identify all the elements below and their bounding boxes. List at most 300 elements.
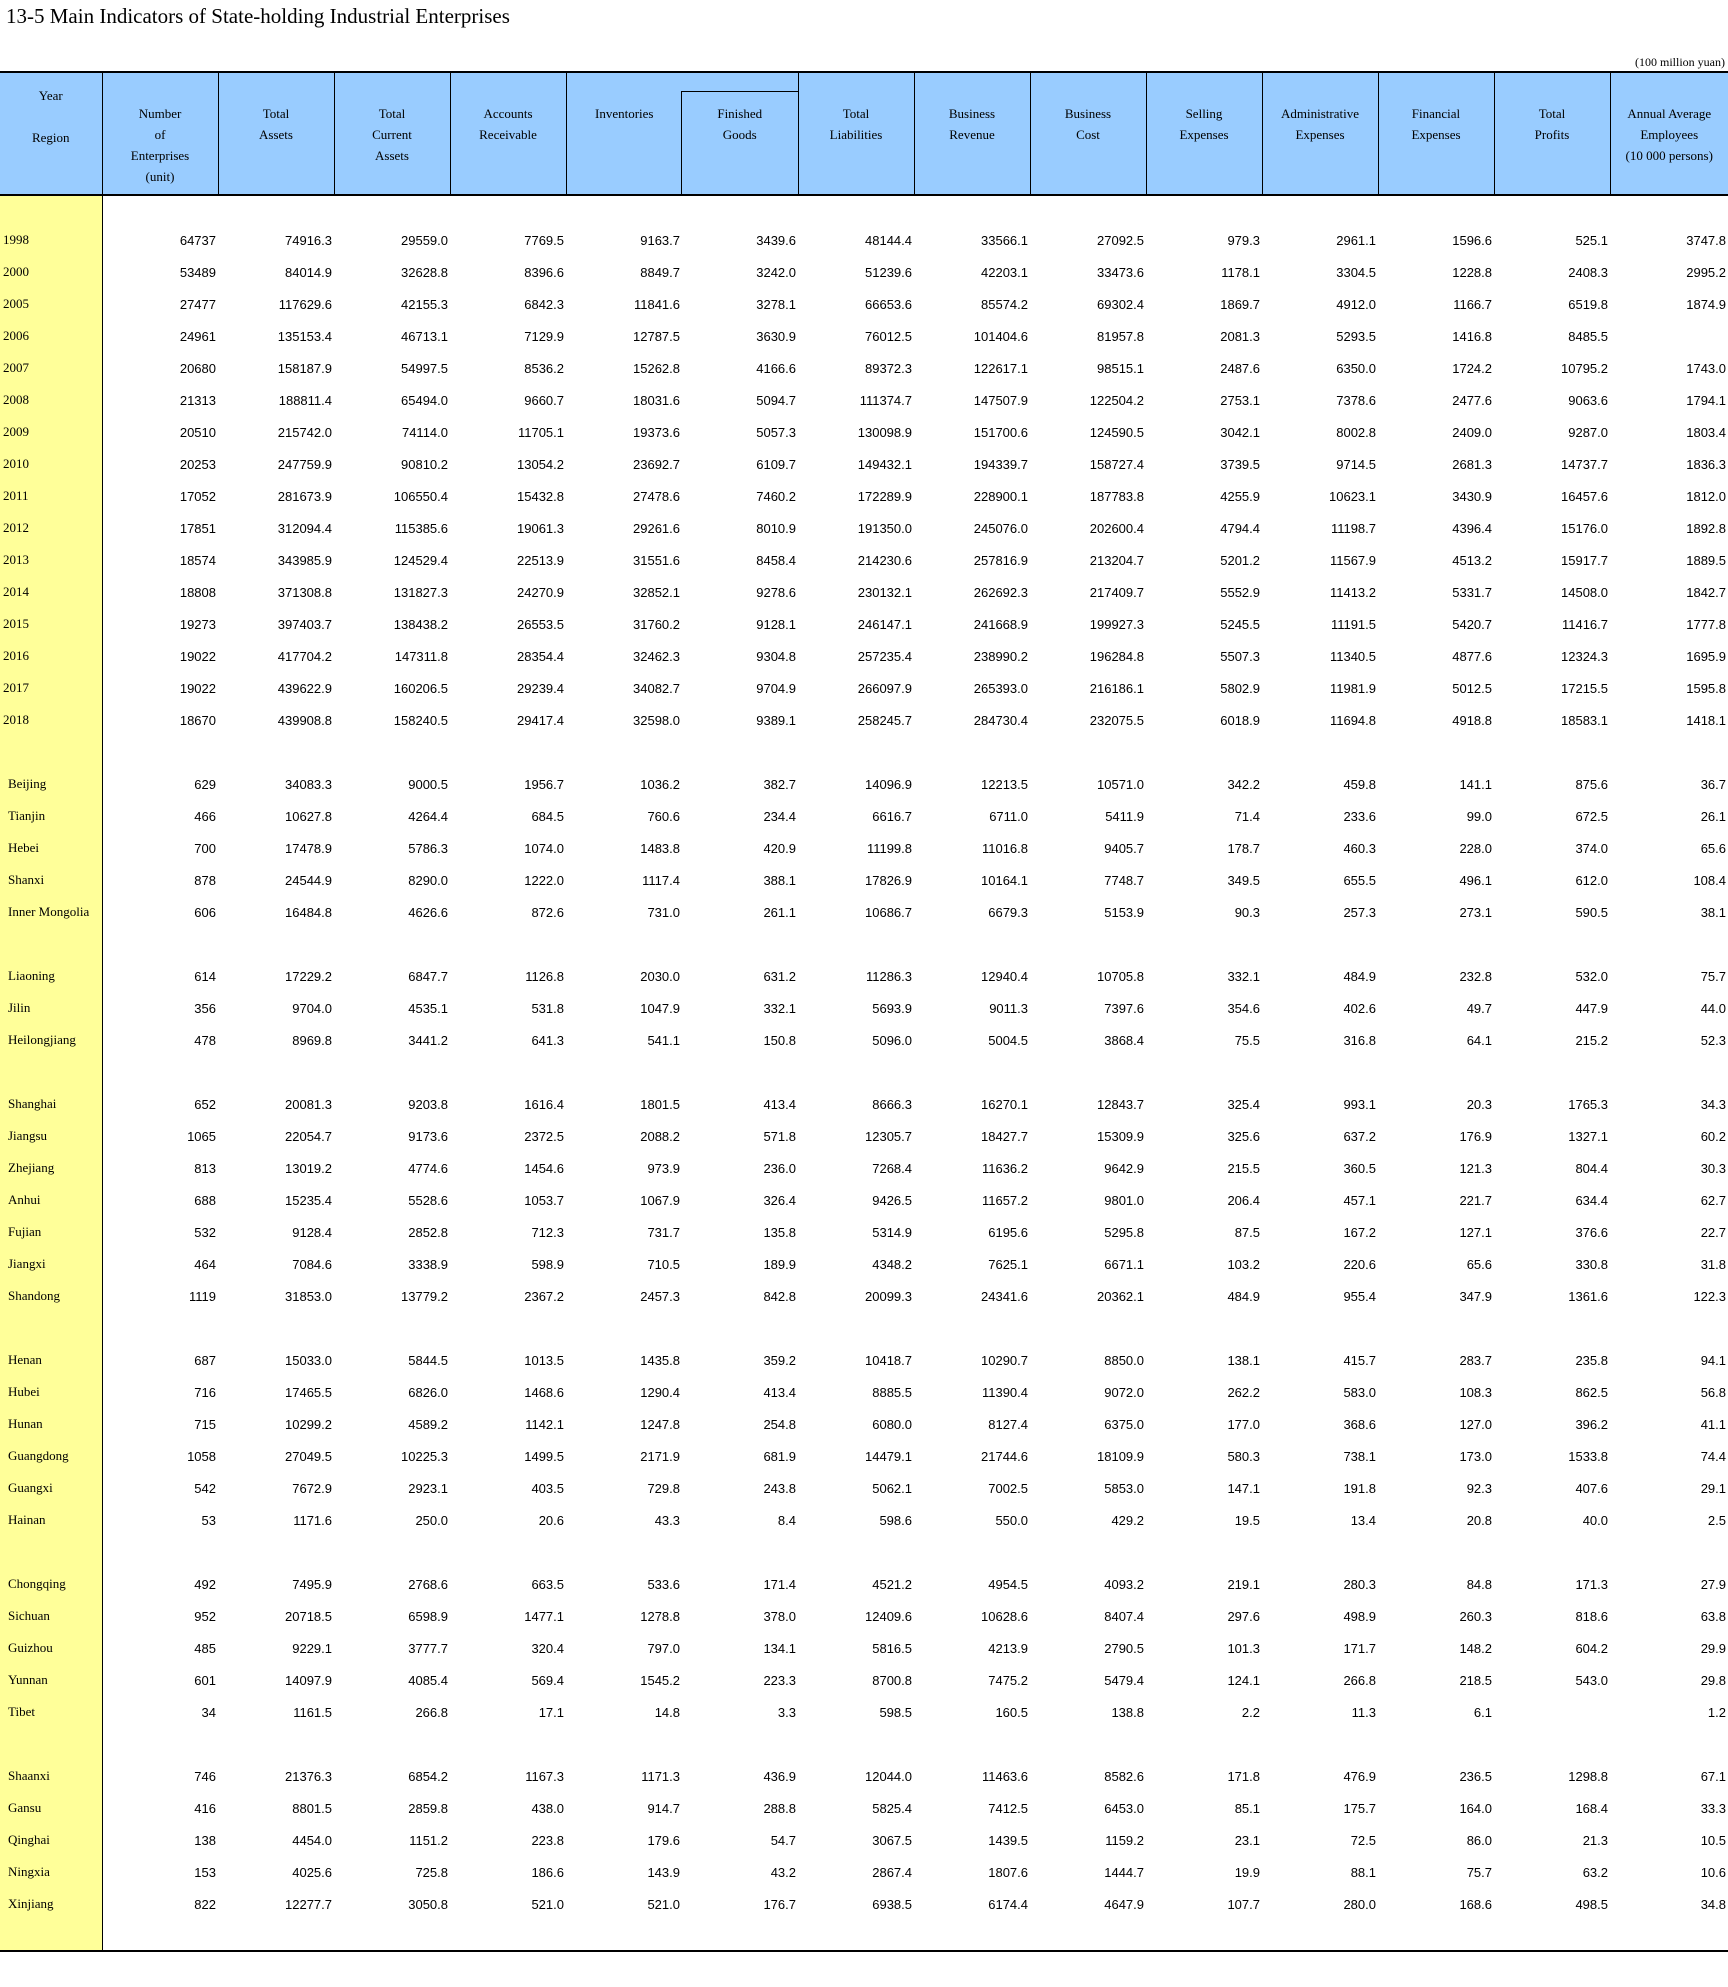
table-cell: 17052 xyxy=(179,488,216,504)
region-row xyxy=(0,960,1728,992)
table-cell: 5314.9 xyxy=(872,1224,912,1240)
table-cell: 731.0 xyxy=(647,904,680,920)
region-row xyxy=(0,1280,1728,1312)
table-cell: 326.4 xyxy=(763,1192,796,1208)
table-cell: 236.0 xyxy=(763,1160,796,1176)
table-cell: 46713.1 xyxy=(401,328,448,344)
table-cell: 75.5 xyxy=(1234,1032,1260,1048)
table-cell: 8485.5 xyxy=(1568,328,1608,344)
table-cell: 498.5 xyxy=(1575,1896,1608,1912)
table-cell: 147.1 xyxy=(1227,1480,1260,1496)
table-cell: 550.0 xyxy=(995,1512,1028,1528)
table-cell: 332.1 xyxy=(763,1000,796,1016)
table-cell: 11705.1 xyxy=(517,424,564,440)
table-cell: 11198.7 xyxy=(1330,520,1376,536)
table-cell: 496.1 xyxy=(1459,872,1492,888)
table-cell: 12213.5 xyxy=(981,776,1028,792)
table-cell: 11416.7 xyxy=(1561,616,1608,632)
table-cell: 14508.0 xyxy=(1561,584,1608,600)
table-cell: 12305.7 xyxy=(865,1128,912,1144)
table-cell: 914.7 xyxy=(647,1800,680,1816)
table-cell: 24961 xyxy=(179,328,216,344)
table-cell: 5094.7 xyxy=(756,392,796,408)
table-cell: 598.5 xyxy=(879,1704,912,1720)
table-cell: 3304.5 xyxy=(1336,264,1376,280)
table-cell: 1298.8 xyxy=(1568,1768,1608,1784)
table-cell: 1444.7 xyxy=(1104,1864,1144,1880)
table-cell: 416 xyxy=(194,1800,216,1816)
table-cell: 147507.9 xyxy=(973,392,1028,408)
table-cell: 460.3 xyxy=(1343,840,1376,856)
table-cell: 466 xyxy=(194,808,216,824)
table-cell: 90.3 xyxy=(1234,904,1260,920)
table-cell: 6842.3 xyxy=(524,296,564,312)
table-cell: 10795.2 xyxy=(1561,360,1608,376)
region-row xyxy=(0,1024,1728,1056)
table-cell: 67.1 xyxy=(1700,1768,1726,1784)
table-cell: 246147.1 xyxy=(857,616,912,632)
column-header-0 xyxy=(0,72,102,195)
table-cell: 9704.0 xyxy=(292,1000,332,1016)
table-cell: 1695.9 xyxy=(1686,648,1726,664)
table-cell: 65.6 xyxy=(1700,840,1726,856)
table-cell: 371308.8 xyxy=(277,584,332,600)
year-label: 2010 xyxy=(0,448,102,480)
table-cell: 3747.8 xyxy=(1686,232,1726,248)
table-cell: 6616.7 xyxy=(872,808,912,824)
column-header-label: Inventories xyxy=(595,106,654,121)
table-cell: 862.5 xyxy=(1575,1384,1608,1400)
table-cell: 476.9 xyxy=(1343,1768,1376,1784)
statistics-table-container xyxy=(0,71,1728,1952)
table-cell: 20099.3 xyxy=(865,1288,912,1304)
table-cell: 124590.5 xyxy=(1089,424,1144,440)
table-cell: 171.4 xyxy=(763,1576,796,1592)
table-cell: 1439.5 xyxy=(988,1832,1028,1848)
table-cell: 176.9 xyxy=(1459,1128,1492,1144)
table-cell: 1836.3 xyxy=(1686,456,1726,472)
table-cell: 20.3 xyxy=(1466,1096,1492,1112)
table-cell: 52.3 xyxy=(1700,1032,1726,1048)
table-cell: 8969.8 xyxy=(292,1032,332,1048)
table-cell: 89372.3 xyxy=(865,360,912,376)
column-header-label: Total Liabilities xyxy=(829,106,883,142)
table-cell: 439908.8 xyxy=(277,712,332,728)
table-cell: 1278.8 xyxy=(640,1608,680,1624)
table-cell: 23.1 xyxy=(1234,1832,1260,1848)
region-row xyxy=(0,1664,1728,1696)
column-header-6 xyxy=(682,72,798,195)
table-cell: 6938.5 xyxy=(872,1896,912,1912)
table-cell: 5057.3 xyxy=(756,424,796,440)
table-cell: 1803.4 xyxy=(1686,424,1726,440)
table-cell: 15432.8 xyxy=(517,488,564,504)
table-cell: 342.2 xyxy=(1227,776,1260,792)
region-label: Shanghai xyxy=(0,1088,102,1120)
table-cell: 10571.0 xyxy=(1097,776,1144,792)
table-cell: 688 xyxy=(194,1192,216,1208)
table-cell: 27092.5 xyxy=(1097,232,1144,248)
table-cell: 5693.9 xyxy=(872,1000,912,1016)
table-cell: 521.0 xyxy=(647,1896,680,1912)
table-cell: 1228.8 xyxy=(1452,264,1492,280)
column-header-14 xyxy=(1610,72,1728,195)
table-cell: 108.3 xyxy=(1459,1384,1492,1400)
table-cell: 7397.6 xyxy=(1104,1000,1144,1016)
column-header-label: Number of Enterprises (unit) xyxy=(130,106,190,184)
table-cell: 22054.7 xyxy=(285,1128,332,1144)
table-cell: 238990.2 xyxy=(973,648,1028,664)
table-cell: 213204.7 xyxy=(1089,552,1144,568)
table-cell: 218.5 xyxy=(1459,1672,1492,1688)
table-cell: 6598.9 xyxy=(408,1608,448,1624)
table-cell: 952 xyxy=(194,1608,216,1624)
table-cell: 147311.8 xyxy=(394,648,448,664)
table-cell: 347.9 xyxy=(1459,1288,1492,1304)
table-cell: 7378.6 xyxy=(1336,392,1376,408)
table-cell: 760.6 xyxy=(647,808,680,824)
table-cell: 44.0 xyxy=(1700,1000,1726,1016)
column-header-label: Business Cost xyxy=(1064,106,1112,142)
year-row xyxy=(0,448,1728,480)
table-cell: 168.6 xyxy=(1459,1896,1492,1912)
table-cell xyxy=(1610,320,1728,352)
table-cell: 31853.0 xyxy=(285,1288,332,1304)
table-cell: 1812.0 xyxy=(1686,488,1726,504)
table-cell: 15262.8 xyxy=(633,360,680,376)
column-header-label: Total Assets xyxy=(259,106,293,142)
table-cell: 2961.1 xyxy=(1336,232,1376,248)
table-cell: 11340.5 xyxy=(1329,648,1376,664)
table-cell: 13019.2 xyxy=(285,1160,332,1176)
table-cell: 262692.3 xyxy=(973,584,1028,600)
table-cell: 20680 xyxy=(179,360,216,376)
table-cell: 21313 xyxy=(179,392,216,408)
table-cell: 672.5 xyxy=(1575,808,1608,824)
table-cell: 75.7 xyxy=(1466,1864,1492,1880)
table-cell: 34.3 xyxy=(1700,1096,1726,1112)
region-row xyxy=(0,1152,1728,1184)
table-cell: 151700.6 xyxy=(973,424,1028,440)
table-cell: 9163.7 xyxy=(640,232,680,248)
table-cell: 1053.7 xyxy=(524,1192,564,1208)
table-cell: 266.8 xyxy=(415,1704,448,1720)
table-cell: 143.9 xyxy=(647,1864,680,1880)
table-cell: 19022 xyxy=(179,680,216,696)
table-cell: 4535.1 xyxy=(408,1000,448,1016)
table-cell: 2852.8 xyxy=(408,1224,448,1240)
table-cell: 257816.9 xyxy=(973,552,1028,568)
table-cell: 40.0 xyxy=(1582,1512,1608,1528)
table-cell: 2367.2 xyxy=(524,1288,564,1304)
table-cell: 20510 xyxy=(179,424,216,440)
table-cell: 8850.0 xyxy=(1104,1352,1144,1368)
table-cell: 53 xyxy=(201,1512,216,1528)
year-label: 2005 xyxy=(0,288,102,320)
table-cell: 12940.4 xyxy=(981,968,1028,984)
region-label: Xinjiang xyxy=(0,1888,102,1920)
table-cell: 215742.0 xyxy=(277,424,332,440)
table-cell: 1416.8 xyxy=(1452,328,1492,344)
region-label: Tianjin xyxy=(0,800,102,832)
table-cell: 288.8 xyxy=(763,1800,796,1816)
table-cell: 1126.8 xyxy=(525,968,564,984)
table-cell: 354.6 xyxy=(1227,1000,1260,1016)
table-cell: 94.1 xyxy=(1700,1352,1726,1368)
table-cell: 206.4 xyxy=(1227,1192,1260,1208)
table-cell: 99.0 xyxy=(1466,808,1492,824)
table-cell: 10.5 xyxy=(1700,1832,1726,1848)
table-cell: 16457.6 xyxy=(1561,488,1608,504)
table-cell: 3630.9 xyxy=(756,328,796,344)
table-cell: 148.2 xyxy=(1459,1640,1492,1656)
table-cell: 1067.9 xyxy=(640,1192,680,1208)
table-cell: 731.7 xyxy=(647,1224,680,1240)
region-label: Guangdong xyxy=(0,1440,102,1472)
year-row xyxy=(0,352,1728,384)
table-cell: 32598.0 xyxy=(633,712,680,728)
table-cell: 10.6 xyxy=(1700,1864,1726,1880)
table-cell: 27477 xyxy=(179,296,216,312)
table-cell: 164.0 xyxy=(1459,1800,1492,1816)
table-cell: 8666.3 xyxy=(872,1096,912,1112)
table-cell: 1596.6 xyxy=(1452,232,1492,248)
table-cell: 1166.7 xyxy=(1453,296,1492,312)
year-row xyxy=(0,416,1728,448)
table-cell: 746 xyxy=(194,1768,216,1784)
table-cell: 172289.9 xyxy=(857,488,912,504)
region-label: Hubei xyxy=(0,1376,102,1408)
table-cell: 1468.6 xyxy=(524,1384,564,1400)
region-row xyxy=(0,1216,1728,1248)
table-cell: 62.7 xyxy=(1700,1192,1726,1208)
table-cell: 191.8 xyxy=(1343,1480,1376,1496)
table-cell: 48144.4 xyxy=(865,232,912,248)
table-cell: 54.7 xyxy=(770,1832,796,1848)
region-row xyxy=(0,1344,1728,1376)
table-cell: 1545.2 xyxy=(640,1672,680,1688)
table-cell: 5153.9 xyxy=(1104,904,1144,920)
table-cell: 230132.1 xyxy=(857,584,912,600)
table-cell: 17.1 xyxy=(538,1704,564,1720)
spacer-row xyxy=(0,1728,1728,1760)
table-cell: 124.1 xyxy=(1227,1672,1260,1688)
table-cell: 872.6 xyxy=(531,904,564,920)
table-cell: 18670 xyxy=(179,712,216,728)
region-row xyxy=(0,1696,1728,1728)
table-cell: 34082.7 xyxy=(633,680,680,696)
table-cell: 2030.0 xyxy=(640,968,680,984)
table-cell: 875.6 xyxy=(1575,776,1608,792)
table-cell: 4264.4 xyxy=(408,808,448,824)
table-cell: 687 xyxy=(194,1352,216,1368)
table-cell: 187783.8 xyxy=(1089,488,1144,504)
table-cell: 273.1 xyxy=(1459,904,1492,920)
year-label: 2017 xyxy=(0,672,102,704)
table-cell: 16484.8 xyxy=(285,904,332,920)
table-cell: 1435.8 xyxy=(640,1352,680,1368)
table-cell: 1616.4 xyxy=(524,1096,564,1112)
region-label: Guangxi xyxy=(0,1472,102,1504)
table-cell: 8536.2 xyxy=(524,360,564,376)
table-cell: 29261.6 xyxy=(633,520,680,536)
table-cell: 1533.8 xyxy=(1568,1448,1608,1464)
table-cell: 262.2 xyxy=(1227,1384,1260,1400)
table-cell: 7084.6 xyxy=(292,1256,332,1272)
table-cell: 3278.1 xyxy=(756,296,796,312)
table-cell: 41.1 xyxy=(1700,1416,1726,1432)
table-cell: 3338.9 xyxy=(408,1256,448,1272)
table-cell: 18427.7 xyxy=(981,1128,1028,1144)
table-cell: 232.8 xyxy=(1459,968,1492,984)
table-cell: 9173.6 xyxy=(408,1128,448,1144)
table-cell: 569.4 xyxy=(531,1672,564,1688)
year-row xyxy=(0,544,1728,576)
table-cell: 27.9 xyxy=(1700,1576,1726,1592)
table-cell: 65.6 xyxy=(1466,1256,1492,1272)
header-row xyxy=(0,72,1728,195)
table-cell: 388.1 xyxy=(763,872,796,888)
table-cell: 167.2 xyxy=(1343,1224,1376,1240)
table-cell: 438.0 xyxy=(531,1800,564,1816)
table-cell: 420.9 xyxy=(763,840,796,856)
table-cell: 6847.7 xyxy=(408,968,448,984)
table-cell: 10705.8 xyxy=(1097,968,1144,984)
table-cell: 813 xyxy=(194,1160,216,1176)
table-cell: 842.8 xyxy=(763,1288,796,1304)
table-cell: 396.2 xyxy=(1575,1416,1608,1432)
table-cell: 485 xyxy=(194,1640,216,1656)
table-cell: 5331.7 xyxy=(1452,584,1492,600)
table-cell: 20718.5 xyxy=(285,1608,332,1624)
year-row xyxy=(0,512,1728,544)
region-label: Guizhou xyxy=(0,1632,102,1664)
year-row xyxy=(0,576,1728,608)
region-label: Shanxi xyxy=(0,864,102,896)
table-cell: 11567.9 xyxy=(1329,552,1376,568)
table-cell: 1801.5 xyxy=(640,1096,680,1112)
table-cell: 4521.2 xyxy=(872,1576,912,1592)
region-label: Fujian xyxy=(0,1216,102,1248)
table-cell: 228900.1 xyxy=(973,488,1028,504)
table-cell: 614 xyxy=(194,968,216,984)
table-cell: 4396.4 xyxy=(1452,520,1492,536)
table-cell: 4912.0 xyxy=(1336,296,1376,312)
table-cell: 1.2 xyxy=(1707,1704,1726,1720)
table-cell: 12324.3 xyxy=(1561,648,1608,664)
table-cell: 7672.9 xyxy=(292,1480,332,1496)
table-cell: 429.2 xyxy=(1111,1512,1144,1528)
table-cell: 88.1 xyxy=(1350,1864,1376,1880)
table-cell: 217409.7 xyxy=(1089,584,1144,600)
table-cell: 179.6 xyxy=(647,1832,680,1848)
table-cell: 31760.2 xyxy=(633,616,680,632)
table-cell: 215.5 xyxy=(1227,1160,1260,1176)
table-cell: 822 xyxy=(194,1896,216,1912)
table-cell: 8.4 xyxy=(777,1512,796,1528)
table-cell: 2995.2 xyxy=(1686,264,1726,280)
table-cell: 32462.3 xyxy=(633,648,680,664)
table-cell: 31.8 xyxy=(1700,1256,1726,1272)
table-cell: 1159.2 xyxy=(1105,1832,1144,1848)
table-cell: 21744.6 xyxy=(981,1448,1028,1464)
year-row xyxy=(0,640,1728,672)
region-row xyxy=(0,1600,1728,1632)
table-cell: 5786.3 xyxy=(408,840,448,856)
table-cell: 447.9 xyxy=(1575,1000,1608,1016)
table-cell: 1167.3 xyxy=(525,1768,564,1784)
table-cell: 5479.4 xyxy=(1104,1672,1144,1688)
table-cell: 14737.7 xyxy=(1561,456,1608,472)
table-cell: 228.0 xyxy=(1459,840,1492,856)
table-cell: 684.5 xyxy=(531,808,564,824)
column-header-8 xyxy=(914,72,1030,195)
table-cell: 3050.8 xyxy=(408,1896,448,1912)
table-cell: 283.7 xyxy=(1459,1352,1492,1368)
table-cell: 4025.6 xyxy=(292,1864,332,1880)
table-cell: 5201.2 xyxy=(1220,552,1260,568)
table-cell: 641.3 xyxy=(531,1032,564,1048)
table-cell: 216186.1 xyxy=(1089,680,1144,696)
column-header-2 xyxy=(218,72,334,195)
table-cell: 13.4 xyxy=(1350,1512,1376,1528)
table-cell: 177.0 xyxy=(1227,1416,1260,1432)
region-row xyxy=(0,1440,1728,1472)
table-cell: 33473.6 xyxy=(1097,264,1144,280)
table-cell: 7748.7 xyxy=(1104,872,1144,888)
table-cell: 21.3 xyxy=(1582,1832,1608,1848)
table-cell: 29559.0 xyxy=(401,232,448,248)
table-cell: 160.5 xyxy=(995,1704,1028,1720)
table-cell: 9000.5 xyxy=(408,776,448,792)
table-cell: 202600.4 xyxy=(1089,520,1144,536)
table-cell: 250.0 xyxy=(415,1512,448,1528)
table-cell: 1290.4 xyxy=(640,1384,680,1400)
table-cell: 4348.2 xyxy=(872,1256,912,1272)
table-cell: 7412.5 xyxy=(988,1800,1028,1816)
region-label: Jiangsu xyxy=(0,1120,102,1152)
finished-goods-divider xyxy=(682,91,798,92)
table-cell: 6671.1 xyxy=(1104,1256,1144,1272)
table-cell: 10225.3 xyxy=(401,1448,448,1464)
region-label: Sichuan xyxy=(0,1600,102,1632)
statistics-table xyxy=(0,71,1728,1952)
column-header-label: Accounts Receivable xyxy=(479,106,537,142)
table-cell: 245076.0 xyxy=(973,520,1028,536)
table-cell: 8582.6 xyxy=(1104,1768,1144,1784)
table-cell: 532.0 xyxy=(1575,968,1608,984)
table-cell: 590.5 xyxy=(1575,904,1608,920)
table-cell: 3868.4 xyxy=(1104,1032,1144,1048)
table-cell: 413.4 xyxy=(763,1384,796,1400)
table-cell: 258245.7 xyxy=(857,712,912,728)
table-cell: 7475.2 xyxy=(988,1672,1028,1688)
table-cell: 5012.5 xyxy=(1452,680,1492,696)
table-cell: 5507.3 xyxy=(1220,648,1260,664)
region-row xyxy=(0,1760,1728,1792)
table-cell: 1477.1 xyxy=(524,1608,564,1624)
table-cell: 122.3 xyxy=(1693,1288,1726,1304)
spacer-row xyxy=(0,1536,1728,1568)
table-cell: 15309.9 xyxy=(1097,1128,1144,1144)
spacer-row xyxy=(0,928,1728,960)
table-cell: 14097.9 xyxy=(285,1672,332,1688)
table-cell: 1119 xyxy=(189,1288,216,1304)
table-cell: 6018.9 xyxy=(1220,712,1260,728)
table-cell: 332.1 xyxy=(1227,968,1260,984)
region-label: Yunnan xyxy=(0,1664,102,1696)
table-cell: 4626.6 xyxy=(408,904,448,920)
